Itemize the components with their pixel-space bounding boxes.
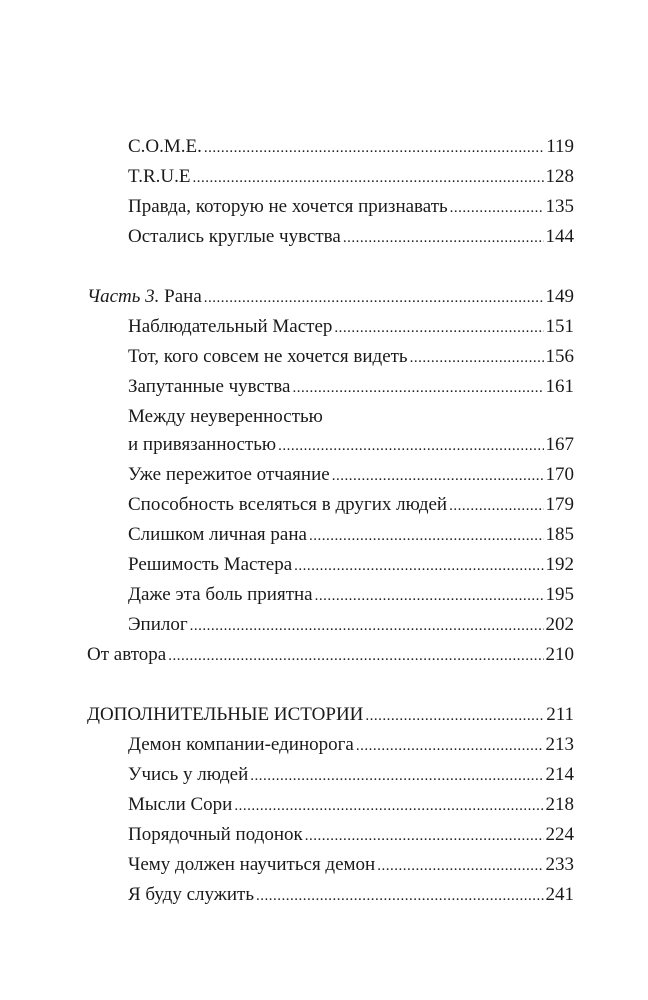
toc-entry-title: От автора bbox=[87, 644, 167, 665]
dot-leader bbox=[343, 223, 544, 253]
toc-entry-page: 149 bbox=[545, 286, 574, 307]
toc-part-heading bbox=[0, 282, 648, 312]
toc-entry-title: Учись у людей bbox=[128, 764, 249, 785]
toc-entry-page: 218 bbox=[545, 794, 574, 815]
dot-leader bbox=[356, 731, 544, 761]
toc-entry-title: Эпилог bbox=[128, 614, 188, 635]
toc-entry-page: 144 bbox=[545, 226, 574, 247]
toc-entry bbox=[0, 760, 648, 790]
dot-leader bbox=[204, 283, 544, 313]
toc-entry-page: 214 bbox=[545, 764, 574, 785]
toc-entry-title: Уже пережитое отчаяние bbox=[128, 464, 330, 485]
dot-leader bbox=[309, 521, 544, 551]
toc-entry-first-line bbox=[0, 402, 648, 432]
toc-entry-title: Порядочный подонок bbox=[128, 824, 303, 845]
toc-entry bbox=[0, 730, 648, 760]
dot-leader bbox=[315, 581, 544, 611]
toc-entry-title: Я буду служить bbox=[128, 884, 255, 905]
toc-entry-title: Даже эта боль приятна bbox=[128, 584, 313, 605]
toc-entry-page: 233 bbox=[545, 854, 574, 875]
toc-entry-page: 167 bbox=[545, 434, 574, 455]
toc-entry bbox=[0, 342, 648, 372]
toc-entry-page: 211 bbox=[546, 704, 574, 725]
dot-leader bbox=[192, 163, 543, 193]
toc-entry bbox=[0, 640, 648, 670]
dot-leader bbox=[450, 193, 544, 223]
toc-entry bbox=[0, 880, 648, 910]
toc-entry-page: 170 bbox=[545, 464, 574, 485]
toc-entry-page: 179 bbox=[545, 494, 574, 515]
dot-leader bbox=[278, 431, 543, 461]
toc-entry-title: Запутанные чувства bbox=[128, 376, 291, 397]
toc-entry-page: 202 bbox=[545, 614, 574, 635]
toc-entry bbox=[0, 162, 648, 192]
toc-entry-page: 135 bbox=[545, 196, 574, 217]
toc-entry bbox=[0, 580, 648, 610]
toc-entry-page: 224 bbox=[545, 824, 574, 845]
toc-entry-title: Мысли Сори bbox=[128, 794, 233, 815]
toc-entry bbox=[0, 550, 648, 580]
dot-leader bbox=[204, 133, 544, 163]
section-title: ДОПОЛНИТЕЛЬНЫЕ ИСТОРИИ bbox=[87, 704, 364, 725]
dot-leader bbox=[250, 761, 543, 791]
dot-leader bbox=[377, 851, 543, 881]
toc-entry bbox=[0, 132, 648, 162]
toc-entry-title: Чему должен научиться демон bbox=[128, 854, 376, 875]
toc-entry bbox=[0, 490, 648, 520]
dot-leader bbox=[190, 611, 544, 641]
dot-leader bbox=[294, 551, 543, 581]
dot-leader bbox=[334, 313, 543, 343]
dot-leader bbox=[332, 461, 544, 491]
dot-leader bbox=[234, 791, 543, 821]
toc-entry-title: Слишком личная рана bbox=[128, 524, 307, 545]
toc-entry-title: Наблюдательный Мастер bbox=[128, 316, 333, 337]
toc-entry-page: 192 bbox=[545, 554, 574, 575]
toc-entry-page: 119 bbox=[546, 136, 574, 157]
dot-leader bbox=[305, 821, 544, 851]
toc-entry-page: 128 bbox=[545, 166, 574, 187]
toc-entry bbox=[0, 372, 648, 402]
toc-entry-title-line1: Между неуверенностью bbox=[128, 406, 323, 427]
toc-entry-page: 210 bbox=[545, 644, 574, 665]
dot-leader bbox=[449, 491, 543, 521]
toc-entry-title: Остались круглые чувства bbox=[128, 226, 341, 247]
toc-entry-page: 195 bbox=[545, 584, 574, 605]
toc-entry bbox=[0, 192, 648, 222]
toc-entry-page: 151 bbox=[545, 316, 574, 337]
toc-entry-title: и привязанностью bbox=[128, 434, 277, 455]
toc-entry bbox=[0, 520, 648, 550]
toc-entry-title: Тот, кого совсем не хочется видеть bbox=[128, 346, 408, 367]
dot-leader bbox=[410, 343, 544, 373]
toc-entry-page: 241 bbox=[545, 884, 574, 905]
toc-entry-title: Демон компании-единорога bbox=[128, 734, 354, 755]
toc-entry bbox=[0, 430, 648, 460]
toc-entry-title: C.O.M.E. bbox=[128, 136, 202, 157]
toc-entry-page: 161 bbox=[545, 376, 574, 397]
part-title: Рана bbox=[164, 286, 202, 307]
toc-entry bbox=[0, 850, 648, 880]
toc-entry-title: T.R.U.E bbox=[128, 166, 191, 187]
part-label: Часть 3. bbox=[87, 286, 160, 307]
toc-entry bbox=[0, 790, 648, 820]
toc-entry-title: Решимость Мастера bbox=[128, 554, 293, 575]
toc-entry bbox=[0, 820, 648, 850]
toc-entry-page: 156 bbox=[545, 346, 574, 367]
dot-leader bbox=[256, 881, 543, 911]
toc-entry-title: Правда, которую не хочется признавать bbox=[128, 196, 448, 217]
toc-entry-page: 213 bbox=[545, 734, 574, 755]
toc-entry bbox=[0, 222, 648, 252]
toc-entry bbox=[0, 312, 648, 342]
toc-entry bbox=[0, 460, 648, 490]
toc-entry bbox=[0, 610, 648, 640]
dot-leader bbox=[292, 373, 543, 403]
toc-entry-page: 185 bbox=[545, 524, 574, 545]
toc-section-heading bbox=[0, 700, 648, 730]
dot-leader bbox=[168, 641, 543, 671]
toc-entry-title: Способность вселяться в других людей bbox=[128, 494, 448, 515]
dot-leader bbox=[365, 701, 544, 731]
